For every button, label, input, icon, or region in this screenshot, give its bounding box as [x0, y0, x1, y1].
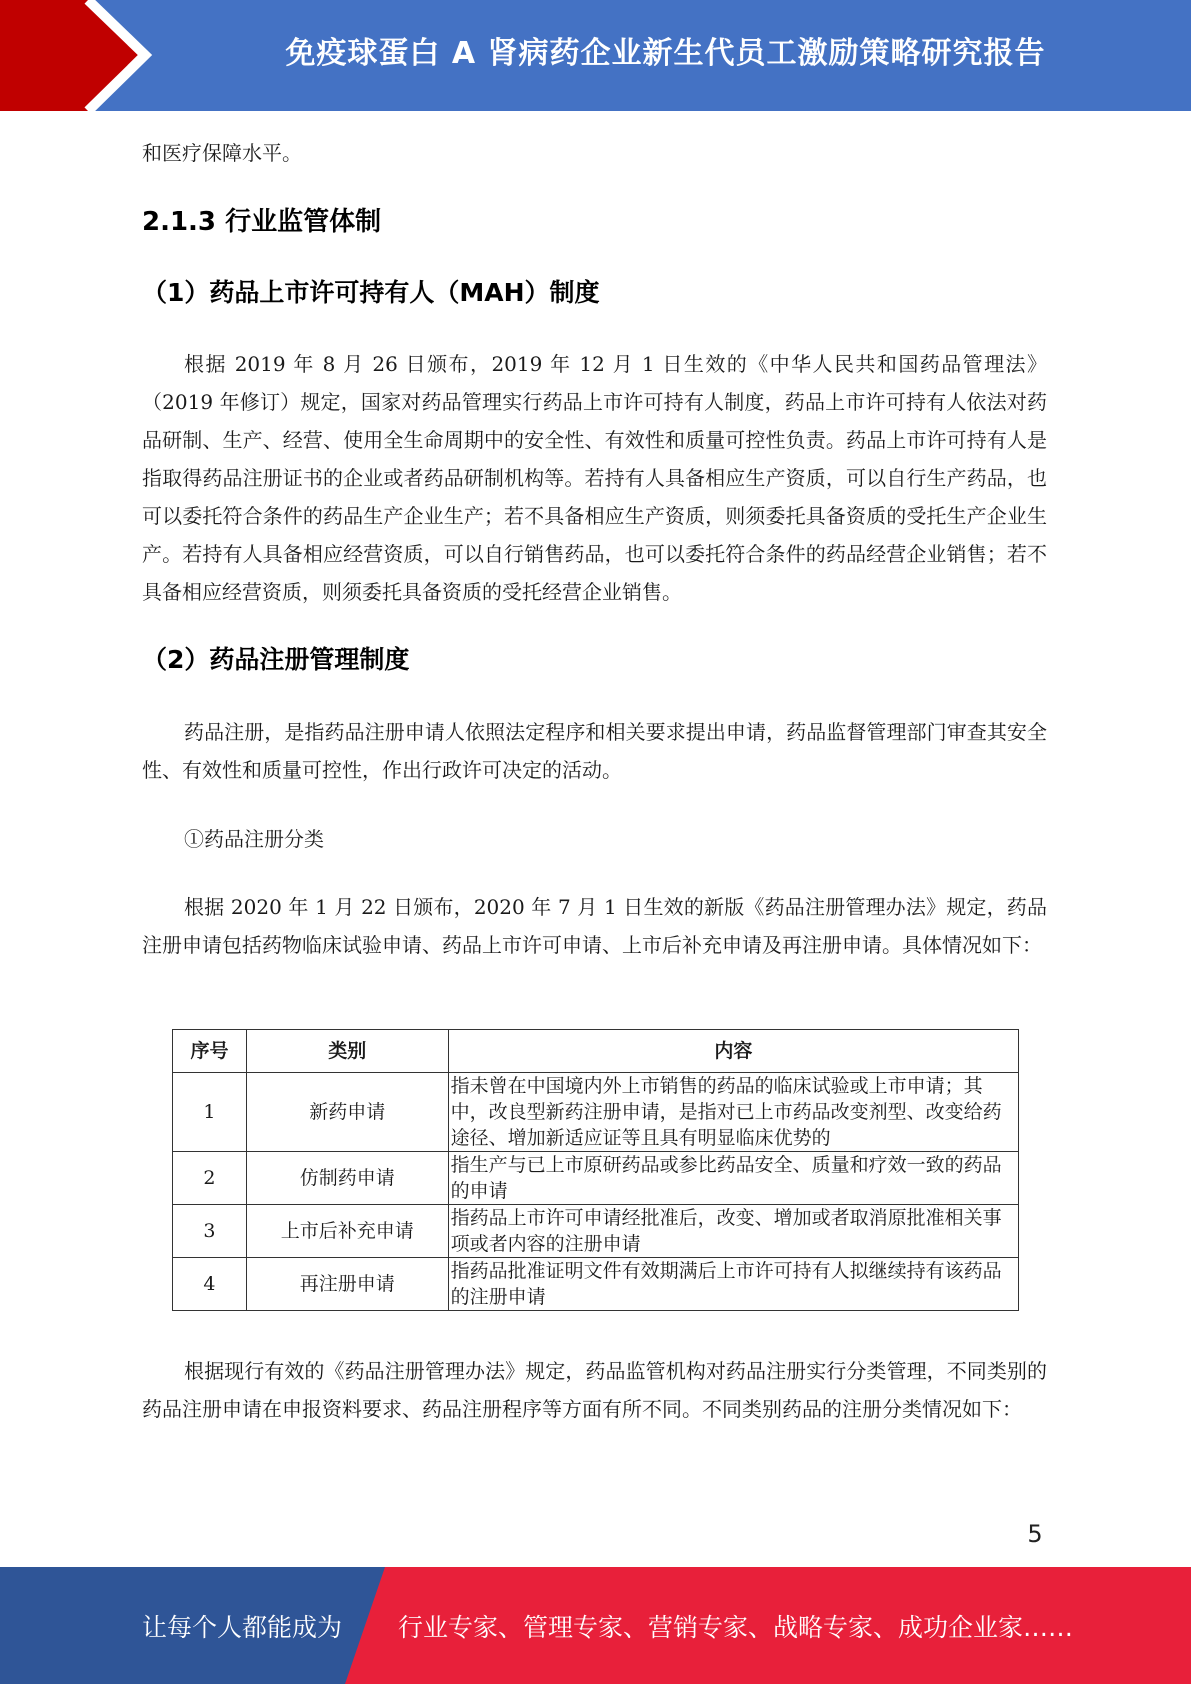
table-row: [173, 1205, 1019, 1258]
registration-heading: （2）药品注册管理制度: [142, 645, 410, 674]
registration-paragraph-2: 根据 2020 年 1 月 22 日颁布，2020 年 7 月 1 日生效的新版《药品注册管理办法》规定，药品注册申请包括药物临床试验申请、药品上市许可申请、上市后补充申请及再注册申请。具体情况如下：: [142, 895, 1047, 957]
table-cell-category: 再注册申请: [246, 1258, 448, 1311]
table-cell-category: 上市后补充申请: [246, 1205, 448, 1258]
table-cell-no: 2: [173, 1152, 247, 1205]
registration-category-table: [172, 1029, 1019, 1311]
mah-paragraph: 根据 2019 年 8 月 26 日颁布，2019 年 12 月 1 日生效的《中华人民共和国药品管理法》（2019 年修订）规定，国家对药品管理实行药品上市许可持有人制度，药品上市许可持有人依法对药品研制、生产、经营、使用全生命周期中的安全性、有效性和质量可控性负责。药品上市许可持有人是指取得药品注册证书的企业或者药品研制机构等。若持有人具备相应生产资质，可以自行生产药品，也可以委托符合条件的药品生产企业生产；若不具备相应生产资质，则须委托具备资质的受托生产企业生产。若持有人具备相应经营资质，可以自行销售药品，也可以委托符合条件的药品经营企业销售；若不具备相应经营资质，则须委托具备资质的受托经营企业销售。: [142, 352, 1047, 604]
table-cell-category: 新药申请: [246, 1073, 448, 1152]
table-row: [173, 1258, 1019, 1311]
table-header-no: 序号: [173, 1030, 247, 1073]
table-row: [173, 1152, 1019, 1205]
registration-paragraph-3: 根据现行有效的《药品注册管理办法》规定，药品监管机构对药品注册实行分类管理，不同类别的药品注册申请在申报资料要求、药品注册程序等方面有所不同。不同类别药品的注册分类情况如下：: [142, 1359, 1047, 1421]
table-cell-no: 4: [173, 1258, 247, 1311]
section-heading-2-1-3: 2.1.3 行业监管体制: [142, 207, 382, 237]
registration-subheading: ①药品注册分类: [184, 827, 324, 851]
table-header-content: 内容: [448, 1030, 1018, 1073]
mah-heading: （1）药品上市许可持有人（MAH）制度: [142, 278, 600, 307]
registration-paragraph: 药品注册，是指药品注册申请人依照法定程序和相关要求提出申请，药品监督管理部门审查其安全性、有效性和质量可控性，作出行政许可决定的活动。: [142, 720, 1047, 782]
page-header: [0, 0, 1191, 111]
footer-slogan-left: 让每个人都能成为: [142, 1612, 343, 1642]
table-cell-category: 仿制药申请: [246, 1152, 448, 1205]
footer-slogan-right: 行业专家、管理专家、营销专家、战略专家、成功企业家……: [398, 1612, 1074, 1642]
page-footer: [0, 1567, 1191, 1684]
table-cell-no: 1: [173, 1073, 247, 1152]
table-cell-content: 指药品上市许可申请经批准后，改变、增加或者取消原批准相关事项或者内容的注册申请: [448, 1205, 1018, 1258]
table-header-row: [173, 1030, 1019, 1073]
table-cell-content: 指药品批准证明文件有效期满后上市许可持有人拟继续持有该药品的注册申请: [448, 1258, 1018, 1311]
table-cell-content: 指未曾在中国境内外上市销售的药品的临床试验或上市申请；其中，改良型新药注册申请，是指对已上市药品改变剂型、改变给药途径、增加新适应证等且具有明显临床优势的: [448, 1073, 1018, 1152]
intro-fragment: 和医疗保障水平。: [142, 141, 302, 165]
table-row: [173, 1073, 1019, 1152]
header-title: 免疫球蛋白 A 肾病药企业新生代员工激励策略研究报告: [285, 36, 1046, 71]
table-cell-no: 3: [173, 1205, 247, 1258]
table-header-category: 类别: [246, 1030, 448, 1073]
table-cell-content: 指生产与已上市原研药品或参比药品安全、质量和疗效一致的药品的申请: [448, 1152, 1018, 1205]
page-number: 5: [1027, 1520, 1043, 1548]
